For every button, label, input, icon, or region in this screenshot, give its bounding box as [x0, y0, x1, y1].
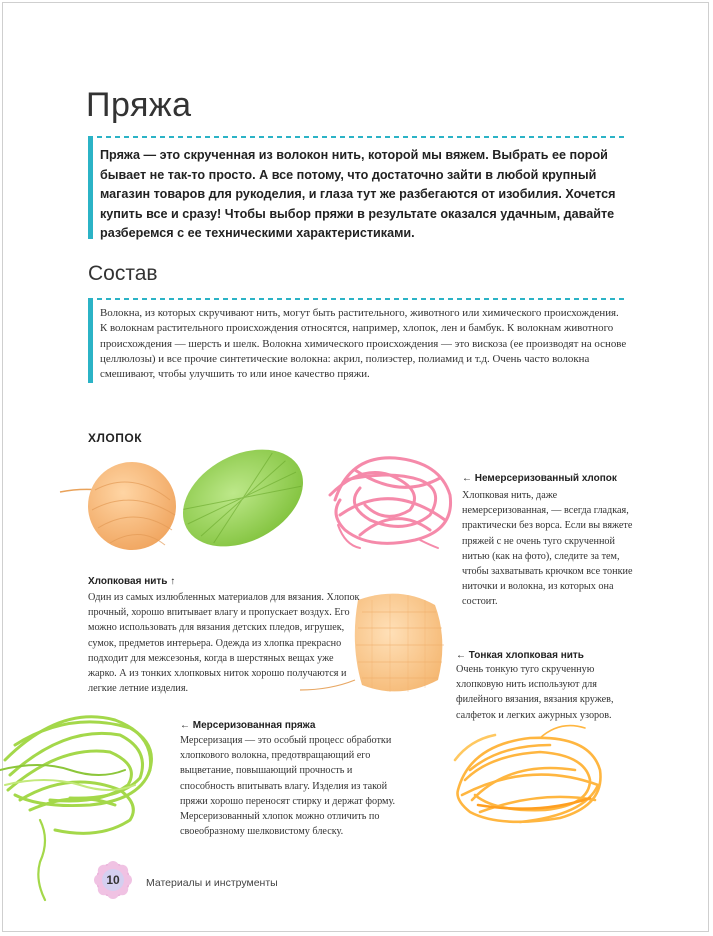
- page-title: Пряжа: [86, 86, 192, 124]
- page-number: 10: [106, 873, 120, 887]
- intro-paragraph: Пряжа — это скрученная из волокон нить, которой мы вяжем. Выбрать ее порой бывает не так-то просто. А все потому, что достаточно зайти в любой крупный магазин товаров для рукоделия, и глаза тут же разбегаются от изобилия. Хочется купить все и сразу! Чтобы выбор пряжи в результате оказался удачным, давайте разберемся с ее техническими характеристиками.: [100, 148, 616, 240]
- thin-cotton-thread-text: Очень тонкую туго скрученную хлопковую нить используют для филейного вязания, вязания кружев, салфеток и легких ажурных узоров.: [456, 664, 614, 721]
- unmercerized-cotton-label: ← Немерсеризованный хлопок: [462, 473, 617, 484]
- subsection-title: ХЛОПОК: [88, 431, 143, 445]
- cotton-thread-label: Хлопковая нить ↑: [88, 576, 176, 587]
- section-title: Состав: [88, 262, 158, 285]
- pink-unmercerized-yarn-image: [330, 458, 451, 548]
- thin-cotton-thread-label: ← Тонкая хлопковая нить: [456, 650, 584, 661]
- peach-cotton-ball-image: [60, 462, 176, 550]
- footer-section-title: Материалы и инструменты: [146, 877, 278, 889]
- unmercerized-cotton-text: Хлопковая нить, даже немерсеризованная, — всегда гладкая, практически без ворса. Если вы вяжете пряжей с не очень туго скрученной нитью (как на фото), следите за тем, чтобы захватывать крючком все тонкие ниточки и волокна, из которых она состоит.: [462, 490, 633, 608]
- orange-yarn-nest-image: [455, 726, 601, 822]
- green-cotton-ball-image: [166, 430, 319, 566]
- mercerized-yarn-label: ← Мерсеризованная пряжа: [180, 720, 316, 731]
- cotton-thread-text: Один из самых излюбленных материалов для вязания. Хлопок прочный, хорошо впитывает влагу и пропускает воздух. Его можно использовать для вязания детских пледов, игрушек, сумок, предметов интерьера. Одежда из хлопка прекрасно подходит для межсезонья, когда в шерстяных вещах уже жарко. А из тонких хлопковых ниток хорошо получаются и легкие летние изделия.: [88, 592, 360, 695]
- section-paragraph: Волокна, из которых скручивают нить, могут быть растительного, животного или химического происхождения. К волокнам растительного происхождения относятся, например, хлопок, лен и бамбук. К волокнам животного происхождения — шерсть и шелк. Волокна химического происхождения — это вискоза (ее производят на основе целлюлозы) и все прочие синтетические волокна: акрил, полиэстер, полиамид и т.д. Очень часто волокна смешивают, чтобы улучшить то или иное качество пряжи.: [100, 307, 627, 381]
- mercerized-yarn-text: Мерсеризация — это особый процесс обработки хлопкового волокна, предотвращающий его выцветание, повышающий прочность и способность впитывать влагу. Изделия из такой пряжи хорошо переносят стирку и держат форму. Мерсеризованный хлопок можно отличить по своеобразному шелковистому блеску.: [180, 735, 396, 838]
